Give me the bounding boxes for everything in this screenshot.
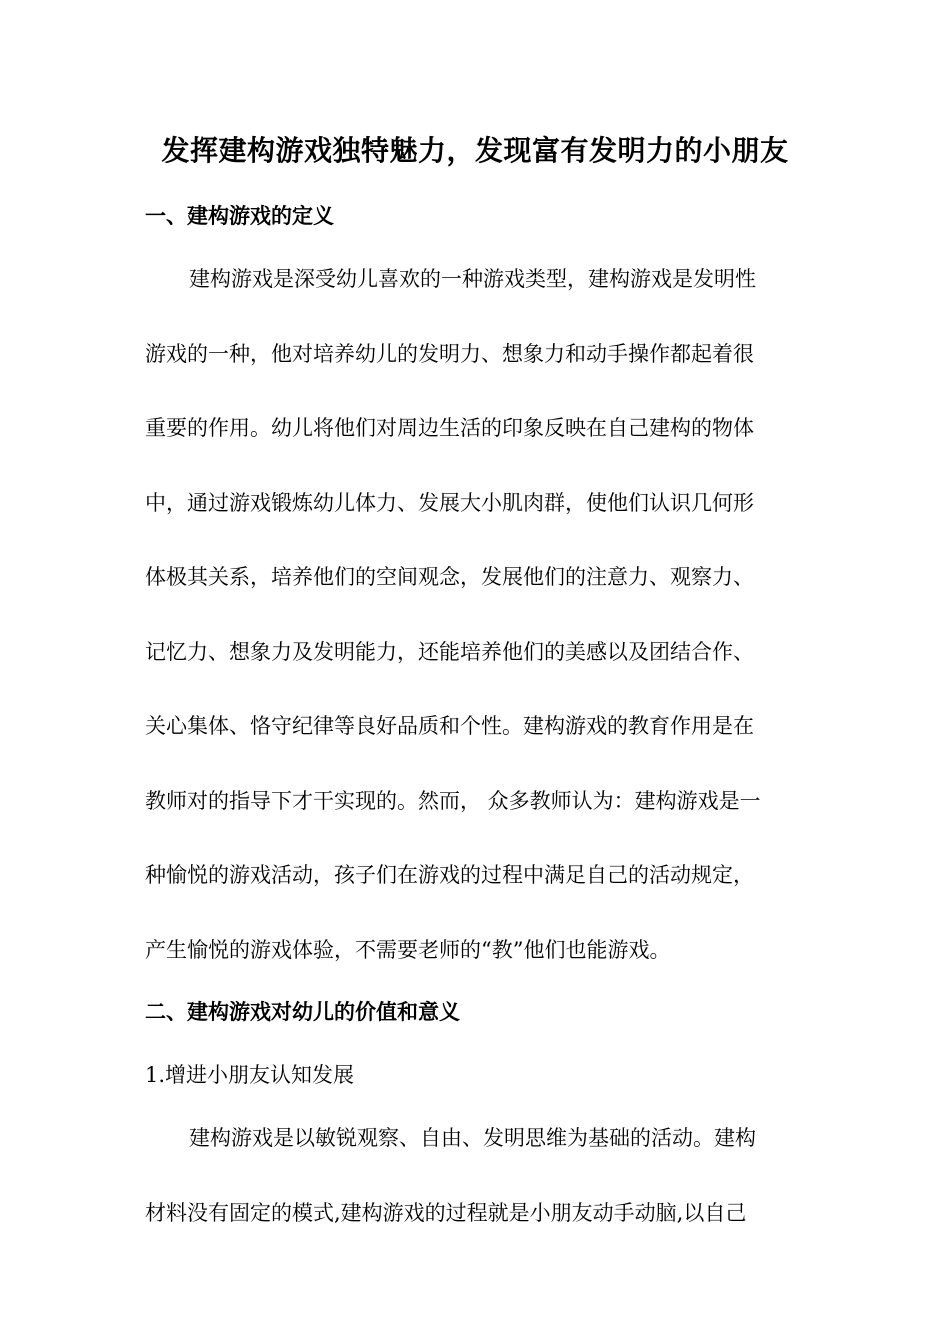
section-heading-value: 二、建构游戏对幼儿的价值和意义 (145, 999, 460, 1024)
paragraph-line: 材料没有固定的模式,建构游戏的过程就是小朋友动手动脑,以自己 (145, 1201, 747, 1225)
paragraph-line: 种愉悦的游戏活动，孩子们在游戏的过程中满足自己的活动规定， (145, 863, 754, 887)
section-heading-definition: 一、建构游戏的定义 (145, 203, 334, 228)
subsection-heading: 1.增进小朋友认知发展 (145, 1063, 355, 1087)
paragraph-line: 产生愉悦的游戏体验，不需要老师的“教”他们也能游戏。 (145, 938, 671, 962)
paragraph-line: 记忆力、想象力及发明能力，还能培养他们的美感以及团结合作、 (145, 640, 754, 664)
paragraph-line: 游戏的一种，他对培养幼儿的发明力、想象力和动手操作都起着很 (145, 342, 754, 366)
paragraph-line: 体极其关系，培养他们的空间观念，发展他们的注意力、观察力、 (145, 565, 754, 589)
paragraph-line: 重要的作用。幼儿将他们对周边生活的印象反映在自己建构的物体 (145, 416, 754, 440)
paragraph-line: 建构游戏是以敏锐观察、自由、发明思维为基础的活动。建构 (189, 1126, 756, 1150)
paragraph-line: 关心集体、恪守纪律等良好品质和个性。建构游戏的教育作用是在 (145, 714, 754, 738)
document-title: 发挥建构游戏独特魅力，发现富有发明力的小朋友 (161, 134, 789, 167)
paragraph-line: 教师对的指导下才干实现的。然而， 众多教师认为：建构游戏是一 (145, 789, 761, 813)
paragraph-line: 建构游戏是深受幼儿喜欢的一种游戏类型，建构游戏是发明性 (189, 267, 756, 291)
paragraph-line: 中，通过游戏锻炼幼儿体力、发展大小肌肉群，使他们认识几何形 (145, 491, 754, 515)
